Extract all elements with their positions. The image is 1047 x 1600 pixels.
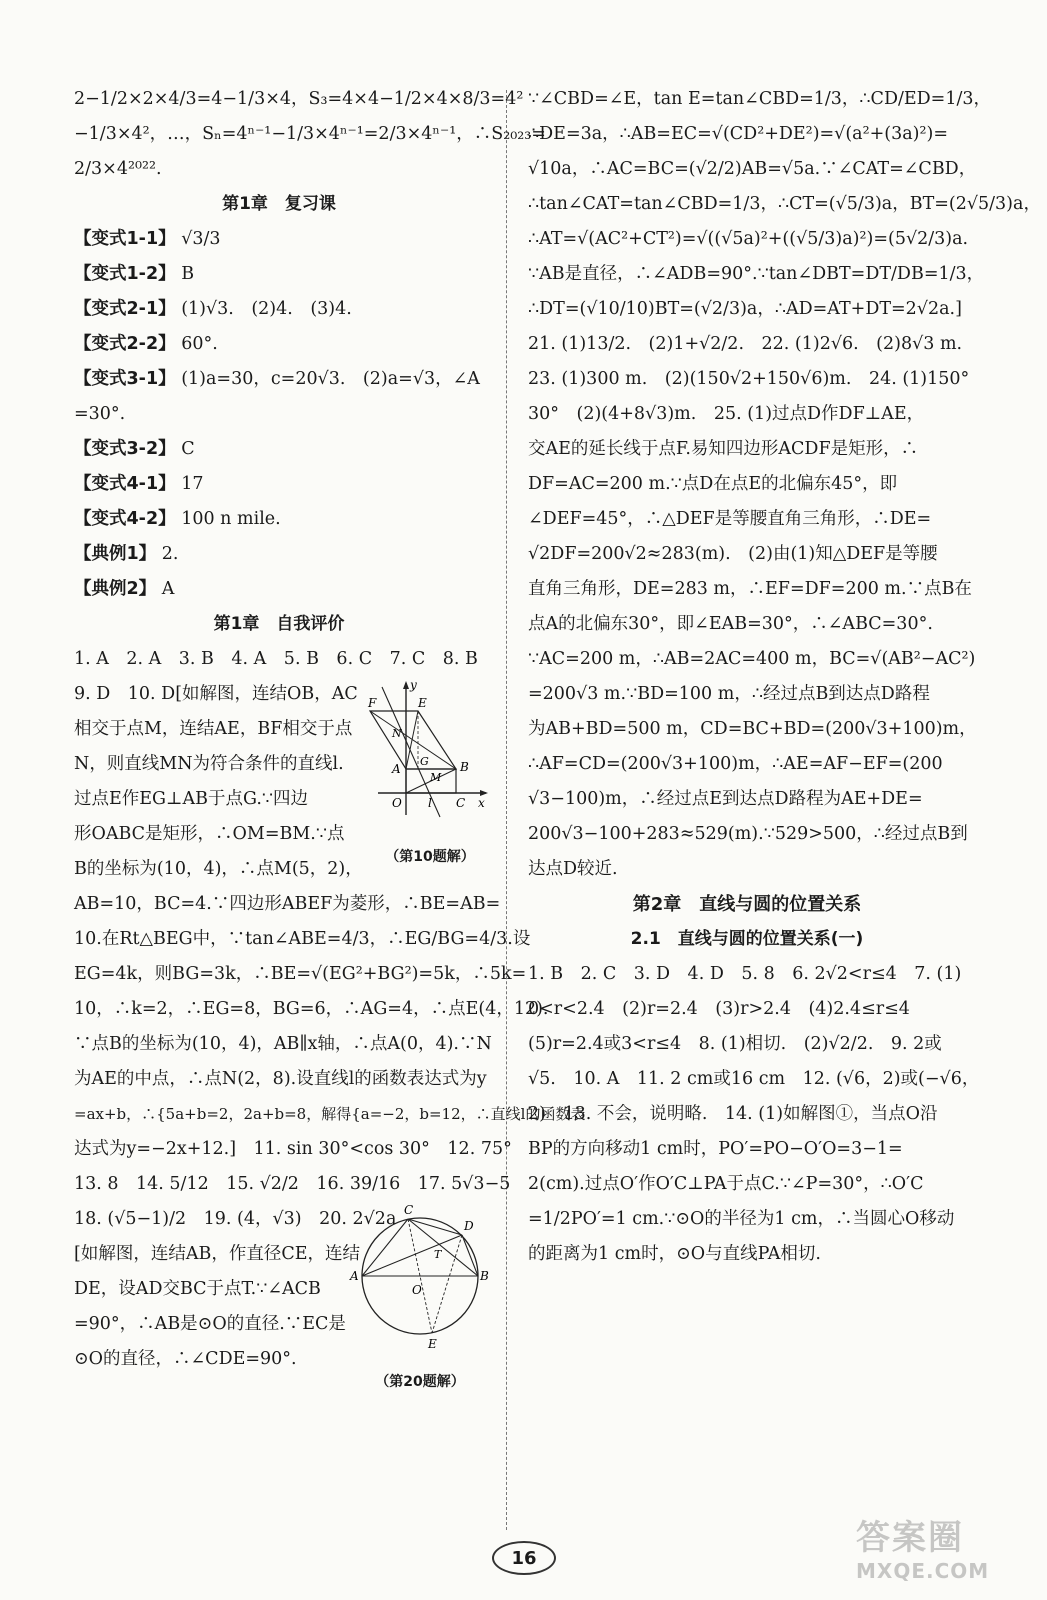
review-item: 【变式2-1】 (1)√3. (2)4. (3)4. <box>74 299 352 319</box>
watermark-top: 答案圈 <box>856 1518 964 1558</box>
column-divider <box>506 90 507 1530</box>
watermark-logo <box>856 1510 1036 1594</box>
fig20-block <box>74 1202 489 1390</box>
text-line: ∵∠CBD=∠E，tan E=tan∠CBD=1/3，∴CD/ED=1/3， <box>528 89 992 109</box>
text-line: ∵点B的坐标为(10，4)，AB∥x轴，∴点A(0，4).∵N <box>74 1034 492 1054</box>
text-line: 2) 13. 不会，说明略. 14. (1)如解图①，当点O沿 <box>528 1104 938 1124</box>
label-x: x <box>478 796 485 810</box>
text-line: √3−100)m，∴经过点E到达点D路程为AE+DE= <box>528 789 923 809</box>
review-item: 【变式4-2】 100 n mile. <box>74 509 281 529</box>
text-line: 为AE的中点，∴点N(2，8).设直线l的函数表达式为y <box>74 1069 487 1089</box>
text-line: √2DF=200√2≈283(m). (2)由(1)知△DEF是等腰 <box>528 544 938 564</box>
text-line: DF=AC=200 m.∵点D在点E的北偏东45°，即 <box>528 474 898 494</box>
section-heading: 2.1 直线与圆的位置关系(一) <box>630 929 864 949</box>
section-heading-self-eval: 第1章 自我评价 <box>213 614 345 634</box>
label-l: l <box>428 796 432 810</box>
text-line: =ax+b，∴{5a+b=2，2a+b=8，解得{a=−2，b=12，∴直线l的函数表 <box>74 1105 586 1123</box>
text-line: 0<r<2.4 (2)r=2.4 (3)r>2.4 (4)2.4≤r≤4 <box>528 999 910 1019</box>
figure-20 <box>350 1202 490 1390</box>
text-line: ∴DE=3a，∴AB=EC=√(CD²+DE²)=√(a²+(3a)²)= <box>528 124 948 144</box>
section-heading-review: 第1章 复习课 <box>222 194 336 214</box>
label-c: C <box>456 796 466 810</box>
review-item: 【典例2】 A <box>74 579 175 599</box>
review-item: 【典例1】 2. <box>74 544 179 564</box>
text-line: [如解图，连结AB，作直径CE，连结 <box>74 1244 360 1264</box>
text-line: 形OABC是矩形，∴OM=BM.∵点 <box>74 824 345 844</box>
review-item: 【变式4-1】 17 <box>74 474 204 494</box>
label-f: F <box>368 696 377 710</box>
review-item: 【变式3-1】 (1)a=30，c=20√3. (2)a=√3，∠A <box>74 369 480 389</box>
text-line: 2/3×4²⁰²². <box>74 159 162 179</box>
text-line: 23. (1)300 m. (2)(150√2+150√6)m. 24. (1)150° <box>528 369 970 389</box>
text-line: ∠DEF=45°，∴△DEF是等腰直角三角形，∴DE= <box>528 509 932 529</box>
label-a: A <box>392 762 401 776</box>
figure-10-diagram <box>370 677 490 827</box>
review-item: 【变式1-2】 B <box>74 264 195 284</box>
text-line: B的坐标为(10，4)，∴点M(5，2)， <box>74 859 363 879</box>
text-line: 9. D 10. D[如解图，连结OB，AC <box>74 684 358 704</box>
text-line: 相交于点M，连结AE，BF相交于点 <box>74 719 353 739</box>
text-line: 达点D较近. <box>528 859 618 879</box>
label-b: B <box>480 1269 489 1283</box>
text-line: 点A的北偏东30°，即∠EAB=30°，∴∠ABC=30°. <box>528 614 933 634</box>
text-line: 30° (2)(4+8√3)m. 25. (1)过点D作DF⊥AE， <box>528 404 925 424</box>
figure-20-diagram <box>350 1202 490 1352</box>
label-c: C <box>404 1203 414 1217</box>
text-line: ⊙O的直径，∴∠CDE=90°. <box>74 1349 297 1369</box>
label-a: A <box>350 1269 359 1283</box>
text-line: 交AE的延长线于点F.易知四边形ACDF是矩形，∴ <box>528 439 919 459</box>
text-line: EG=4k，则BG=3k，∴BE=√(EG²+BG²)=5k，∴5k= <box>74 964 527 984</box>
text-line: 13. 8 14. 5/12 15. √2/2 16. 39/16 17. 5√3−5 <box>74 1174 511 1194</box>
text-line: ∵AC=200 m，∴AB=2AC=400 m，BC=√(AB²−AC²) <box>528 649 976 669</box>
text-line: 10.在Rt△BEG中，∵tan∠ABE=4/3，∴EG/BG=4/3.设 <box>74 929 531 949</box>
label-b: B <box>460 760 469 774</box>
text-line: 2−1/2×2×4/3=4−1/3×4，S₃=4×4−1/2×4×8/3=4² <box>74 89 524 109</box>
text-line: ∵AB是直径，∴∠ADB=90°.∵tan∠DBT=DT/DB=1/3， <box>528 264 985 284</box>
text-line: √10a，∴AC=BC=(√2/2)AB=√5a.∵∠CAT=∠CBD， <box>528 159 977 179</box>
chapter-heading: 第2章 直线与圆的位置关系 <box>632 894 862 915</box>
text-line: ∴AT=√(AC²+CT²)=√((√5a)²+((√5/3)a)²)=(5√2/3)a. <box>528 229 969 249</box>
label-n: N <box>392 727 402 740</box>
review-item: =30°. <box>74 404 126 424</box>
text-line: 过点E作EG⊥AB于点G.∵四边 <box>74 789 309 809</box>
text-line: =90°，∴AB是⊙O的直径.∵EC是 <box>74 1314 346 1334</box>
figure-20-caption: （第20题解） <box>375 1374 465 1390</box>
text-line: N，则直线MN为符合条件的直线l. <box>74 754 344 774</box>
text-line: 达式为y=−2x+12.] 11. sin 30°<cos 30° 12. 75° <box>74 1139 512 1159</box>
figure-10 <box>368 677 490 865</box>
text-line: 18. (√5−1)/2 19. (4，√3) 20. 2√2a <box>74 1209 397 1229</box>
label-e: E <box>428 1337 437 1351</box>
right-column <box>528 82 1041 1272</box>
text-line: AB=10，BC=4.∵四边形ABEF为菱形，∴BE=AB= <box>74 894 501 914</box>
label-e: E <box>418 696 427 710</box>
text-line: (5)r=2.4或3<r≤4 8. (1)相切. (2)√2/2. 9. 2或 <box>528 1034 942 1054</box>
text-line: =1/2PO′=1 cm.∵⊙O的半径为1 cm，∴当圆心O移动 <box>528 1209 955 1229</box>
text-line: 21. (1)13/2. (2)1+√2/2. 22. (1)2√6. (2)8√3 m. <box>528 334 963 354</box>
review-item: 【变式3-2】 C <box>74 439 195 459</box>
text-line: =200√3 m.∵BD=100 m，∴经过点B到达点D路程 <box>528 684 930 704</box>
label-m: M <box>430 771 442 784</box>
text-line: −1/3×4²，…，Sₙ=4ⁿ⁻¹−1/3×4ⁿ⁻¹=2/3×4ⁿ⁻¹，∴S₂₀₂₃= <box>74 124 546 144</box>
page-number-oval: 16 <box>492 1541 556 1575</box>
label-d: D <box>464 1219 474 1233</box>
text-line: 为AB+BD=500 m，CD=BC+BD=(200√3+100)m， <box>528 719 977 739</box>
review-item: 【变式2-2】 60°. <box>74 334 218 354</box>
review-item: 【变式1-1】 √3/3 <box>74 229 221 249</box>
text-line: 1. A 2. A 3. B 4. A 5. B 6. C 7. C 8. B <box>74 649 478 669</box>
text-line: 200√3−100+283≈529(m).∵529>500，∴经过点B到 <box>528 824 968 844</box>
label-g: G <box>420 755 429 768</box>
label-y: y <box>410 678 417 692</box>
label-o: O <box>412 1283 422 1297</box>
text-line: 2(cm).过点O′作O′C⊥PA于点C.∵∠P=30°，∴O′C <box>528 1174 924 1194</box>
page-number <box>476 1540 572 1576</box>
text-line: ∴DT=(√10/10)BT=(√2/3)a，∴AD=AT+DT=2√2a.] <box>528 299 962 319</box>
text-line: √5. 10. A 11. 2 cm或16 cm 12. (√6，2)或(−√6， <box>528 1069 980 1089</box>
text-line: 10，∴k=2，∴EG=8，BG=6，∴AG=4，∴点E(4，12). <box>74 999 549 1019</box>
fig10-block <box>74 677 484 887</box>
text-line: BP的方向移动1 cm时，PO′=PO−O′O=3−1= <box>528 1139 903 1159</box>
watermark-bottom: MXQE.COM <box>856 1559 990 1583</box>
label-o: O <box>392 796 402 810</box>
figure-10-caption: （第10题解） <box>385 849 475 865</box>
text-line: 直角三角形，DE=283 m，∴EF=DF=200 m.∵点B在 <box>528 579 972 599</box>
text-line: 的距离为1 cm时，⊙O与直线PA相切. <box>528 1244 821 1264</box>
text-line: ∴tan∠CAT=tan∠CBD=1/3，∴CT=(√5/3)a，BT=(2√5/3)a， <box>528 194 1041 214</box>
text-line: ∴AF=CD=(200√3+100)m，∴AE=AF−EF=(200 <box>528 754 943 774</box>
label-t: T <box>434 1248 442 1261</box>
text-line: DE，设AD交BC于点T.∵∠ACB <box>74 1279 321 1299</box>
text-line: 1. B 2. C 3. D 4. D 5. 8 6. 2√2<r≤4 7. (1) <box>528 964 962 984</box>
